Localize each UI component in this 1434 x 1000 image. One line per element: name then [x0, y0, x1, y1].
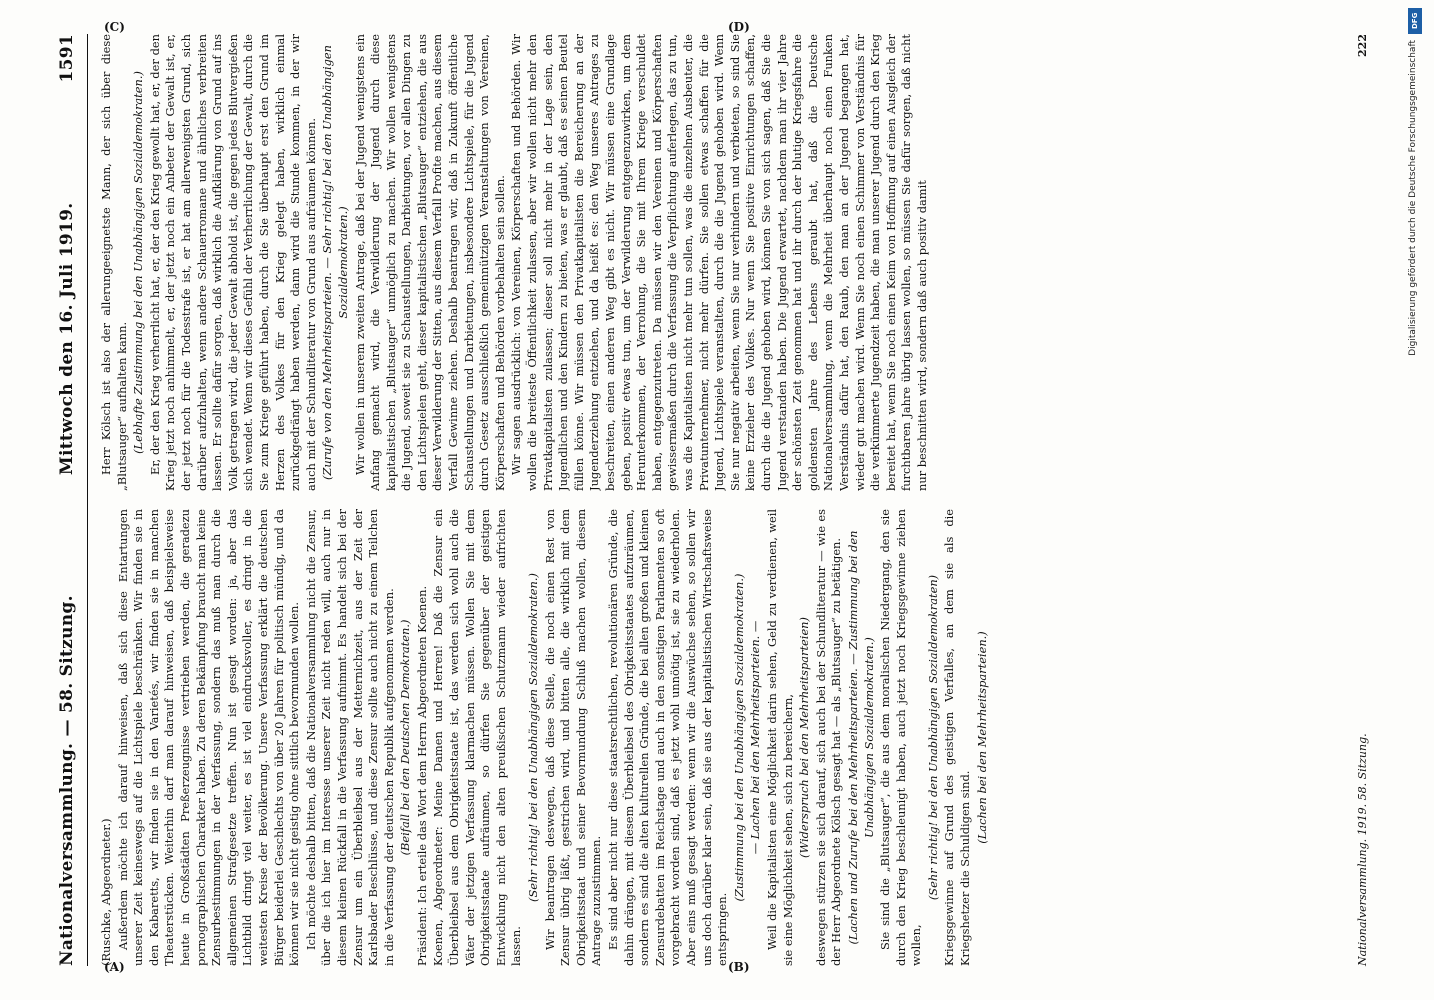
- right-column-paragraph: (Zurufe von den Mehrheitsparteien. — Sehr richtig! bei den Unabhängigen Sozialdemokraten.): [320, 45, 350, 480]
- margin-letter-a: (A): [104, 960, 125, 974]
- margin-letter-c: (C): [104, 20, 125, 34]
- left-column-paragraph: Sie sind die „Blutsauger“, die aus dem moralischen Niedergang, den sie durch den Krieg beschleunigt haben, auch jetzt noch Kriegsgewinne ziehen wollen,: [878, 509, 924, 966]
- funding-note: Digitalisierung gefördert durch die Deutsche Forschungsgemeinschaft: [1408, 40, 1418, 356]
- dfg-logo: DFG: [1408, 8, 1422, 34]
- header-date: Mittwoch den 16. Juli 1919.: [57, 202, 77, 476]
- left-column: [99, 509, 1327, 966]
- left-column-paragraph: Ich möchte deshalb bitten, daß die Nationalversammlung nicht die Zensur, über die ich hier im Interesse unserer Zeit nicht reden will, auch nur in diesem kleinen Rückfall in die Verfassung aufnimmt. Es handelt sich bei der Zensur um ein Überbleibsel aus der Metternichzeit, aus der Zeit der Karlsbader Beschlüsse, und diese Zensur sollte auch nicht zu einem Teilchen in die Verfassung der deutschen Republik aufgenommen werden.: [303, 509, 396, 966]
- right-column-paragraph: Wir sagen ausdrücklich: von Vereinen, Körperschaften und Behörden. Wir wollen die breiteste Öffentlichkeit zulassen, aber wir wollen nicht mehr den Privatkapitalisten zulassen; dieser soll nicht mehr in der Lage sein, den Jugendlichen und den Kindern zu bieten, was er glaubt, daß es seinen Beutel füllen könne. Wir müssen den Privatkapitalisten die Bereicherung an der Jugenderziehung entziehen, und da heißt es: den Weg unseres Antrages zu beschreiten, einen anderen Weg gibt es nicht. Wir müssen eine Grundlage geben, positiv etwas tun, um der Verwilderung entgegenzuwirken, um dem Herunterkommen, der Verrohung, die Sie mit Ihrem Kriege verschuldet haben, entgegenzutreten. Da müssen wir den Vereinen und Körperschaften gewissermaßen durch die Verfassung die Verpflichtung auferlegen, das zu tun, was die Kapitalisten nicht mehr tun sollen, was die einzelnen Ausbeuter, die Privatunternehmer, nicht mehr dürfen. Sie sollen etwas schaffen für die Jugend, Lichtspiele veranstalten, durch die die Jugend gehoben wird. Wenn Sie nur negativ arbeiten, wenn Sie nur verhindern und verbieten, so sind Sie keine Erzieher des Volkes. Nur wenn Sie positive Einrichtungen schaffen, durch die die Jugend gehoben wird, können Sie von sich sagen, daß Sie die Jugend verstanden haben. Die Jugend erwartet, nachdem man ihr vier Jahre der schönsten Zeit genommen hat und ihr durch der blutige Kriegsfahre die goldensten Jahre des Lebens geraubt hat, daß die Deutsche Nationalversammlung, wenn die Mehrheit überhaupt noch einen Funken Verständnis dafür hat, den Raub, den man an der Jugend begangen hat, wieder gut machen wird. Wenn Sie noch einen Schimmer von Verständnis für die verkümmerte Jugendzeit haben, die man unserer Jugend durch den Krieg bereitet hat, wenn Sie noch einen Keim von Hoffnung auf einen Ausgleich der furchtbaren Jahre übrig lassen wollen, so müssen Sie dafür sorgen, daß nicht nur beschnitten wird, sondern daß auch positiv damit: [509, 34, 929, 491]
- right-column-paragraph: Wir wollen in unserem zweiten Antrage, daß bei der Jugend wenigstens ein Anfang gemacht wird, die Verwilderung der Jugend durch diese kapitalistischen „Blutsauger“ unmöglich zu machen. Wir wollen wenigstens die Jugend, soweit sie zu Schaustellungen, Darbietungen, vor allen Dingen zu den Lichtspielen geht, dieser kapitalistischen „Blutsauger“ entziehen, die aus dieser Verwilderung der Sitten, aus diesem Verfall Profite machen, aus diesem Verfall Gewinne ziehen. Deshalb beantragen wir, daß in Zukunft öffentliche Schaustellungen und Darbietungen, insbesondere Lichtspiele, für die Jugend durch Gesetz ausschließlich gemeinnützigen Veranstaltungen von Vereinen, Körperschaften und Behörden vorbehalten sein sollen.: [352, 34, 507, 491]
- left-column-paragraph: — Lachen bei den Mehrheitsparteien. —: [748, 620, 763, 855]
- left-column-paragraph: Außerdem möchte ich darauf hinweisen, daß sich diese Entartungen unserer Zeit keineswegs auf die Lichtspiele beschränken. Wir finden sie in den Kabaretts, wir finden sie in den Varietés, wir finden sie in manchen Theaterstücken. Weiterhin darf man darauf hinweisen, daß beispielsweise heute in Großstädten Preßerzeugnisse vertrieben werden, die geradezu pornographischen Charakter haben. Zu deren Bekämpfung braucht man keine Zensurbestimmungen in der Verfassung, sondern das muß man durch die allgemeinen Strafgesetze treffen. Nun ist gesagt worden: ja, aber das Lichtbild dringt viel weiter, es ist viel eindrucksvoller, es dringt in die weitesten Kreise der Bevölkerung. Unsere Verfassung erklärt die deutschen Bürger beiderlei Geschlechts von über 20 Jahren für politisch mündig, und da können wir sie nicht geistig ohne sittlich bevormunden wollen.: [115, 509, 302, 966]
- page-header: [57, 34, 88, 966]
- right-column: [99, 34, 1327, 491]
- left-column-paragraph: Weil die Kapitalisten eine Möglichkeit darin sehen, Geld zu verdienen, weil sie eine Möglichkeit sehen, sich zu bereichern,: [764, 509, 795, 966]
- text-columns: [99, 34, 1327, 966]
- footer-left: Nationalversammlung. 1919. 58. Sitzung.: [1356, 733, 1369, 966]
- left-column-paragraph: Präsident: Ich erteile das Wort dem Herrn Abgeordneten Koenen.: [414, 585, 429, 966]
- left-column-paragraph: (Widerspruch bei den Mehrheitsparteien): [797, 617, 812, 858]
- header-left: Nationalversammlung. — 58. Sitzung.: [57, 595, 77, 966]
- left-column-paragraph: Koenen, Abgeordneter: Meine Damen und Herren! Daß die Zensur ein Überbleibsel aus dem Obrigkeitsstaate ist, das werden sich wohl auch die Väter der jetzigen Verfassung klarmachen müssen. Wollen Sie mit dem Obrigkeitsstaate aufräumen, so dürfen Sie gegenüber der geistigen Entwicklung nicht den alten preußischen Schutzmann wieder aufrichten lassen.: [431, 509, 524, 966]
- left-column-paragraph: (Beifall bei den Deutschen Demokraten.): [398, 619, 413, 856]
- right-column-paragraph: Er, der den Krieg verherrlicht hat, er, der den Krieg gewollt hat, er, der den Krieg jetzt noch anhimmelt, er, der jetzt noch ein Anbeter der Gewalt ist, er, der jetzt noch für die Todesstrafe ist, er hat am allerwenigsten Grund, sich darüber aufzuhalten, wenn andere Schauerromane und ähnliches verbreiten lassen. Er sollte dafür sorgen, daß wirklich die Aufklärung von Grund auf ins Volk getragen wird, die jeder Gewalt abhold ist, die gegen jedes Blutvergießen sich wendet. Wenn wir dieses Gefühl der Verherrlichung der Gewalt, durch die Sie zum Kriege geführt haben, durch die Sie überhaupt erst den Grund im Herzen des Volkes für den Krieg gelegt haben, wirklich einmal zurückgedrängt haben werden, dann wird die Stunde kommen, in der wir auch mit der Schundliteratur von Grund aus aufräumen können.: [147, 34, 318, 491]
- margin-letter-b: (B): [728, 960, 750, 974]
- left-column-paragraph: Wir beantragen deswegen, daß diese Stelle, die noch einen Rest von Zensur übrig läßt, gestrichen wird, und bitten alle, die wirklich mit dem Obrigkeitsstaat und seiner Bevormundung Schluß machen wollen, diesem Antrage zuzustimmen.: [542, 509, 604, 966]
- left-column-paragraph: (Lachen und Zurufe bei den Mehrheitsparteien. — Zustimmung bei den Unabhängigen Sozialdemokraten.): [845, 530, 876, 945]
- right-column-paragraph: Herr Kölsch ist also der allerungeeignetste Mann, der sich über diese „Blutsauger“ aufhalten kann.: [99, 34, 129, 491]
- page-number: 1591: [57, 34, 77, 83]
- right-column-paragraph: (Lebhafte Zustimmung bei den Unabhängigen Sozialdemokraten.): [131, 71, 146, 454]
- footer-sheet-number: 222: [1356, 34, 1369, 57]
- left-column-paragraph: (Ruschke, Abgeordneter.): [99, 818, 113, 966]
- left-column-paragraph: (Zustimmung bei den Unabhängigen Sozialdemokraten.): [731, 573, 746, 902]
- left-column-paragraph: deswegen stürzen sie sich darauf, sich auch bei der Schundliteratur — wie es der Herr Abgeordnete Kölsch gesagt hat — als „Blutsauger“ zu betätigen.: [813, 509, 844, 966]
- left-column-paragraph: (Sehr richtig! bei den Unabhängigen Sozialdemokraten): [925, 574, 940, 901]
- digitization-sidebar: [1404, 0, 1428, 1000]
- document-page: [57, 20, 1387, 980]
- margin-letter-d: (D): [728, 20, 750, 34]
- left-column-paragraph: (Sehr richtig! bei den Unabhängigen Sozialdemokraten.): [526, 573, 541, 902]
- left-column-paragraph: Kriegsgewinne auf Grund des geistigen Verfalles, an dem sie als die Kriegshetzer die Schuldigen sind.: [942, 509, 973, 966]
- left-column-paragraph: (Lachen bei den Mehrheitsparteien.): [974, 631, 989, 844]
- left-column-paragraph: Es sind aber nicht nur diese staatsrechtlichen, revolutionären Gründe, die dahin drängen, mit diesem Überbleibsel des Obrigkeitsstaates aufzuräumen, sondern es sind die alten kulturellen Gründe, die bei allen großen und kleinen Zensurdebatten im Reichstage und auch in den sonstigen Parlamenten so oft vorgebracht worden sind, daß es jetzt wohl unnötig ist, sie zu wiederholen. Aber eins muß gesagt werden: wenn wir die Auswüchse sehen, so sollen wir uns doch darüber klar sein, daß sie aus der kapitalistischen Wirtschaftsweise entspringen.: [606, 509, 730, 966]
- page-footer: [1356, 34, 1369, 966]
